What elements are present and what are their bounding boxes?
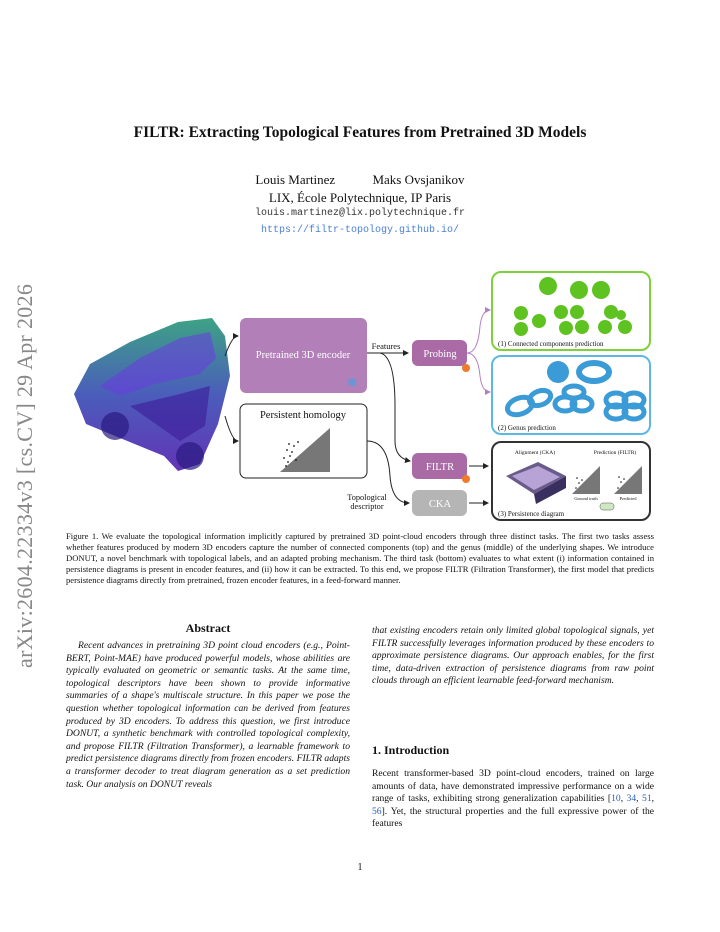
citation-link[interactable]: 51	[642, 793, 652, 805]
probing-label: Probing	[423, 349, 457, 360]
figure-caption: Figure 1. We evaluate the topological information implicitly captured by pretrained 3D point-cloud encoders through three distinct tasks. The first two tasks assess whether features produced by modern 3D encoders capture the number of connected components (top) and the genus (middle) of the underlying shapes. We introduce DONUT, a novel benchmark with topological labels, and an adapted probing mechanism. The third task (bottom) evaluates to what extent (i) information contained in persistence diagrams is present in encoder features, and (ii) how it can be extracted. To this end, we propose FILTR (Filtration Transformer), the first model that predicts persistence diagrams directly from pretrained, frozen encoder features, in a feed-forward manner.	[66, 531, 654, 586]
abstract-text-left: Recent advances in pretraining 3D point cloud encoders (e.g., Point-BERT, Point-MAE) have produced powerful models, whose abilities are typically evaluated on geometric or semantic tasks. At the same time, topological descriptors have been shown to provide informative summaries of a shape's multiscale structure. In this paper we pose the question whether topological information can be derived from features produced by 3D encoders. To address this question, we first introduce DONUT, a synthetic benchmark with controlled topological complexity, and propose FILTR (Filtration Transformer), a learnable framework to predict persistence diagrams directly from frozen encoders. FILTR adapts a transformer decoder to treat diagram generation as a set prediction task. Our analysis on DONUT reveals	[66, 640, 350, 790]
flame-icon	[462, 364, 470, 372]
affiliation: LIX, École Polytechnique, IP Paris	[268, 190, 452, 205]
author-name: Maks Ovsjanikov	[372, 172, 465, 187]
features-label: Features	[371, 341, 401, 351]
author-name: Louis Martinez	[255, 172, 336, 187]
topo-descriptor-label: Topological descriptor	[347, 493, 387, 511]
project-url[interactable]: https://filtr-topology.github.io/	[260, 225, 460, 236]
panel1-caption: (1) Connected components prediction	[498, 340, 604, 348]
panel2-caption: (2) Genus prediction	[498, 424, 556, 432]
abstract-heading: Abstract	[185, 621, 231, 635]
cka-label: CKA	[428, 499, 452, 510]
abstract-text-right: that existing encoders retain only limited global topological signals, yet FILTR successfully leverages information produced by these encoders to approximate persistence diagrams. Our approach enables, for the first time, data-driven extraction of persistence diagrams from raw point clouds through an efficient learnable feed-forward mechanism.	[372, 625, 654, 687]
predicted-label: Predicted	[619, 496, 637, 501]
paper-title: FILTR: Extracting Topological Features from Pretrained 3D Models	[133, 124, 587, 141]
snowflake-icon: ❄	[346, 375, 358, 390]
flame-icon	[462, 475, 470, 483]
intro-paragraph: Recent transformer-based 3D point-cloud encoders, trained on large amounts of data, have demonstrated impressive performance on a wide range of tasks, exhibiting strong generalization capabilities [10, 34, 51, 56]. Yet, the structural properties and the full expressive power of the features	[372, 768, 655, 830]
citation-link[interactable]: 56	[372, 805, 382, 817]
intro-text: Recent transformer-based 3D point-cloud encoders, trained on large amounts of data, have demonstrated impressive performance on a wide range of tasks, exhibiting strong generalization capabilities [	[372, 768, 654, 805]
ground-truth-label: Ground truth	[574, 496, 598, 501]
loss-box	[600, 503, 614, 510]
alignment-label: Alignment (CKA)	[514, 450, 556, 456]
intro-heading: 1. Introduction	[372, 743, 450, 757]
car-point-cloud	[74, 318, 230, 471]
panel3-caption: (3) Persistence diagram	[498, 510, 565, 518]
prediction-label: Prediction (FILTR)	[593, 450, 637, 456]
arxiv-identifier: arXiv:2604.22334v3 [cs.CV] 29 Apr 2026	[12, 283, 37, 668]
homology-label: Persistent homology	[259, 410, 347, 421]
page-number: 1	[357, 862, 363, 873]
filtr-label: FILTR	[425, 462, 455, 473]
author-email[interactable]: louis.martinez@lix.polytechnique.fr	[254, 208, 466, 219]
citation-link[interactable]: 10	[611, 793, 621, 805]
author-list	[0, 172, 720, 188]
citation-link[interactable]: 34	[626, 793, 637, 805]
encoder-label: Pretrained 3D encoder	[255, 350, 351, 361]
overview-figure	[60, 266, 660, 524]
intro-text: ]. Yet, the structural properties and the full expressive power of the features	[372, 805, 654, 830]
